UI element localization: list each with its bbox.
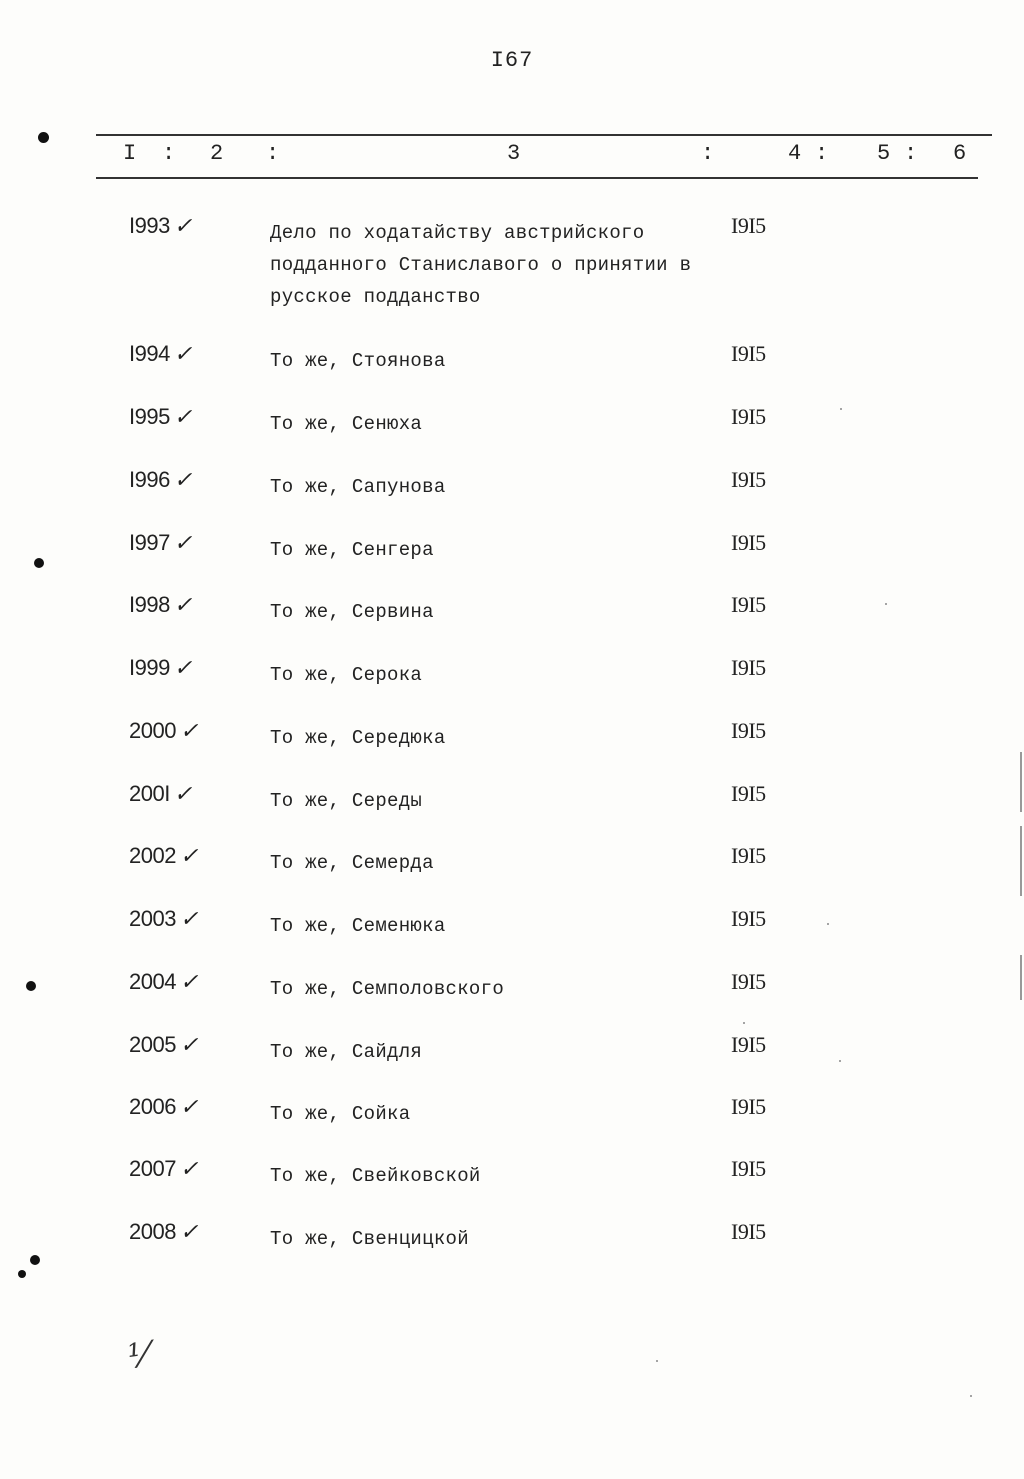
list-item <box>0 592 1024 652</box>
checkmark-icon: ✓ <box>173 656 192 681</box>
checkmark-icon: ✓ <box>179 1220 198 1245</box>
entry-number: I998 ✓ <box>129 592 192 618</box>
list-item <box>0 969 1024 1029</box>
entry-year: I9I5 <box>731 906 766 931</box>
header-separator: : <box>904 141 918 166</box>
list-item <box>0 718 1024 778</box>
list-item <box>0 467 1024 527</box>
entry-number: 200I ✓ <box>129 781 192 807</box>
entry-title: То же, Сайдля <box>270 1041 423 1063</box>
binder-hole-mark <box>26 981 36 991</box>
list-item <box>0 781 1024 841</box>
list-item <box>0 1156 1024 1216</box>
page-number: I67 <box>490 48 534 73</box>
entry-title: То же, Сервина <box>270 601 434 623</box>
binder-hole-mark <box>34 558 44 568</box>
entry-title: То же, Сапунова <box>270 476 446 498</box>
entry-number: 2003 ✓ <box>129 906 198 932</box>
entry-year: I9I5 <box>731 213 766 238</box>
checkmark-icon: ✓ <box>173 342 192 367</box>
header-col-3: 3 <box>507 141 521 166</box>
entry-title: То же, Середы <box>270 790 423 812</box>
scan-edge-mark <box>1020 752 1022 812</box>
entry-year: I9I5 <box>731 655 766 680</box>
entry-title: То же, Семенюка <box>270 915 446 937</box>
header-col-1: I <box>123 141 137 166</box>
entry-year: I9I5 <box>731 1094 766 1119</box>
entry-year: I9I5 <box>731 718 766 743</box>
header-col-5: 5 <box>877 141 891 166</box>
scan-speck <box>743 1022 745 1024</box>
entry-year: I9I5 <box>731 530 766 555</box>
header-separator: : <box>266 141 280 166</box>
checkmark-icon: ✓ <box>179 719 198 744</box>
list-item <box>0 404 1024 464</box>
binder-hole-mark <box>18 1270 26 1278</box>
header-separator: : <box>815 141 829 166</box>
binder-hole-mark <box>38 132 49 143</box>
entry-title: То же, Свейковской <box>270 1165 481 1187</box>
entry-title: То же, Сойка <box>270 1103 411 1125</box>
checkmark-icon: ✓ <box>173 468 192 493</box>
checkmark-icon: ✓ <box>179 907 198 932</box>
checkmark-icon: ✓ <box>173 405 192 430</box>
checkmark-icon: ✓ <box>179 1157 198 1182</box>
checkmark-icon: ✓ <box>173 593 192 618</box>
entry-title: То же, Середюка <box>270 727 446 749</box>
scan-edge-mark <box>1020 826 1022 896</box>
header-col-2: 2 <box>210 141 224 166</box>
entry-number: I993 ✓ <box>129 213 192 239</box>
handwritten-signature: ⅟ <box>125 1334 151 1378</box>
entry-number: I994 ✓ <box>129 341 192 367</box>
entry-year: I9I5 <box>731 592 766 617</box>
entry-number: I997 ✓ <box>129 530 192 556</box>
scan-speck <box>885 603 887 605</box>
scan-speck <box>840 408 842 410</box>
entry-number: 2002 ✓ <box>129 843 198 869</box>
scan-speck <box>827 923 829 925</box>
entry-year: I9I5 <box>731 341 766 366</box>
header-separator: : <box>162 141 176 166</box>
scan-speck <box>656 1360 658 1362</box>
entry-title: То же, Стоянова <box>270 350 446 372</box>
entry-number: 2000 ✓ <box>129 718 198 744</box>
entry-year: I9I5 <box>731 969 766 994</box>
checkmark-icon: ✓ <box>173 782 192 807</box>
binder-hole-mark <box>30 1255 40 1265</box>
scan-edge-mark <box>1020 955 1022 1000</box>
scan-speck <box>839 1060 841 1062</box>
list-item <box>0 1032 1024 1092</box>
entry-number: I999 ✓ <box>129 655 192 681</box>
header-separator: : <box>701 141 715 166</box>
entry-title: То же, Семполовского <box>270 978 505 1000</box>
entry-title: То же, Сенгера <box>270 539 434 561</box>
entry-title: Дело по ходатайству австрийского подданного Станиславого о принятии в русское подданство <box>270 222 692 308</box>
entry-number: 2005 ✓ <box>129 1032 198 1058</box>
list-item <box>0 655 1024 715</box>
checkmark-icon: ✓ <box>179 1033 198 1058</box>
entry-year: I9I5 <box>731 1032 766 1057</box>
list-item <box>0 1094 1024 1154</box>
entry-number: I995 ✓ <box>129 404 192 430</box>
entry-number: 2006 ✓ <box>129 1094 198 1120</box>
checkmark-icon: ✓ <box>173 531 192 556</box>
checkmark-icon: ✓ <box>179 844 198 869</box>
entry-number: I996 ✓ <box>129 467 192 493</box>
entry-number: 2004 ✓ <box>129 969 198 995</box>
list-item <box>0 906 1024 966</box>
checkmark-icon: ✓ <box>179 970 198 995</box>
list-item <box>0 341 1024 401</box>
list-item <box>0 1219 1024 1279</box>
entry-year: I9I5 <box>731 1156 766 1181</box>
list-item <box>0 213 1024 308</box>
entry-title: То же, Серока <box>270 664 423 686</box>
entry-year: I9I5 <box>731 467 766 492</box>
checkmark-icon: ✓ <box>173 214 192 239</box>
checkmark-icon: ✓ <box>179 1095 198 1120</box>
entry-year: I9I5 <box>731 404 766 429</box>
entry-number: 2007 ✓ <box>129 1156 198 1182</box>
entry-title: То же, Сенюха <box>270 413 423 435</box>
entry-year: I9I5 <box>731 843 766 868</box>
entry-title: То же, Семерда <box>270 852 434 874</box>
entry-number: 2008 ✓ <box>129 1219 198 1245</box>
entry-title: То же, Свенцицкой <box>270 1228 469 1250</box>
header-col-6: 6 <box>953 141 967 166</box>
entry-year: I9I5 <box>731 781 766 806</box>
entry-year: I9I5 <box>731 1219 766 1244</box>
scan-speck <box>970 1395 972 1397</box>
header-col-4: 4 <box>788 141 802 166</box>
list-item <box>0 843 1024 903</box>
list-item <box>0 530 1024 590</box>
